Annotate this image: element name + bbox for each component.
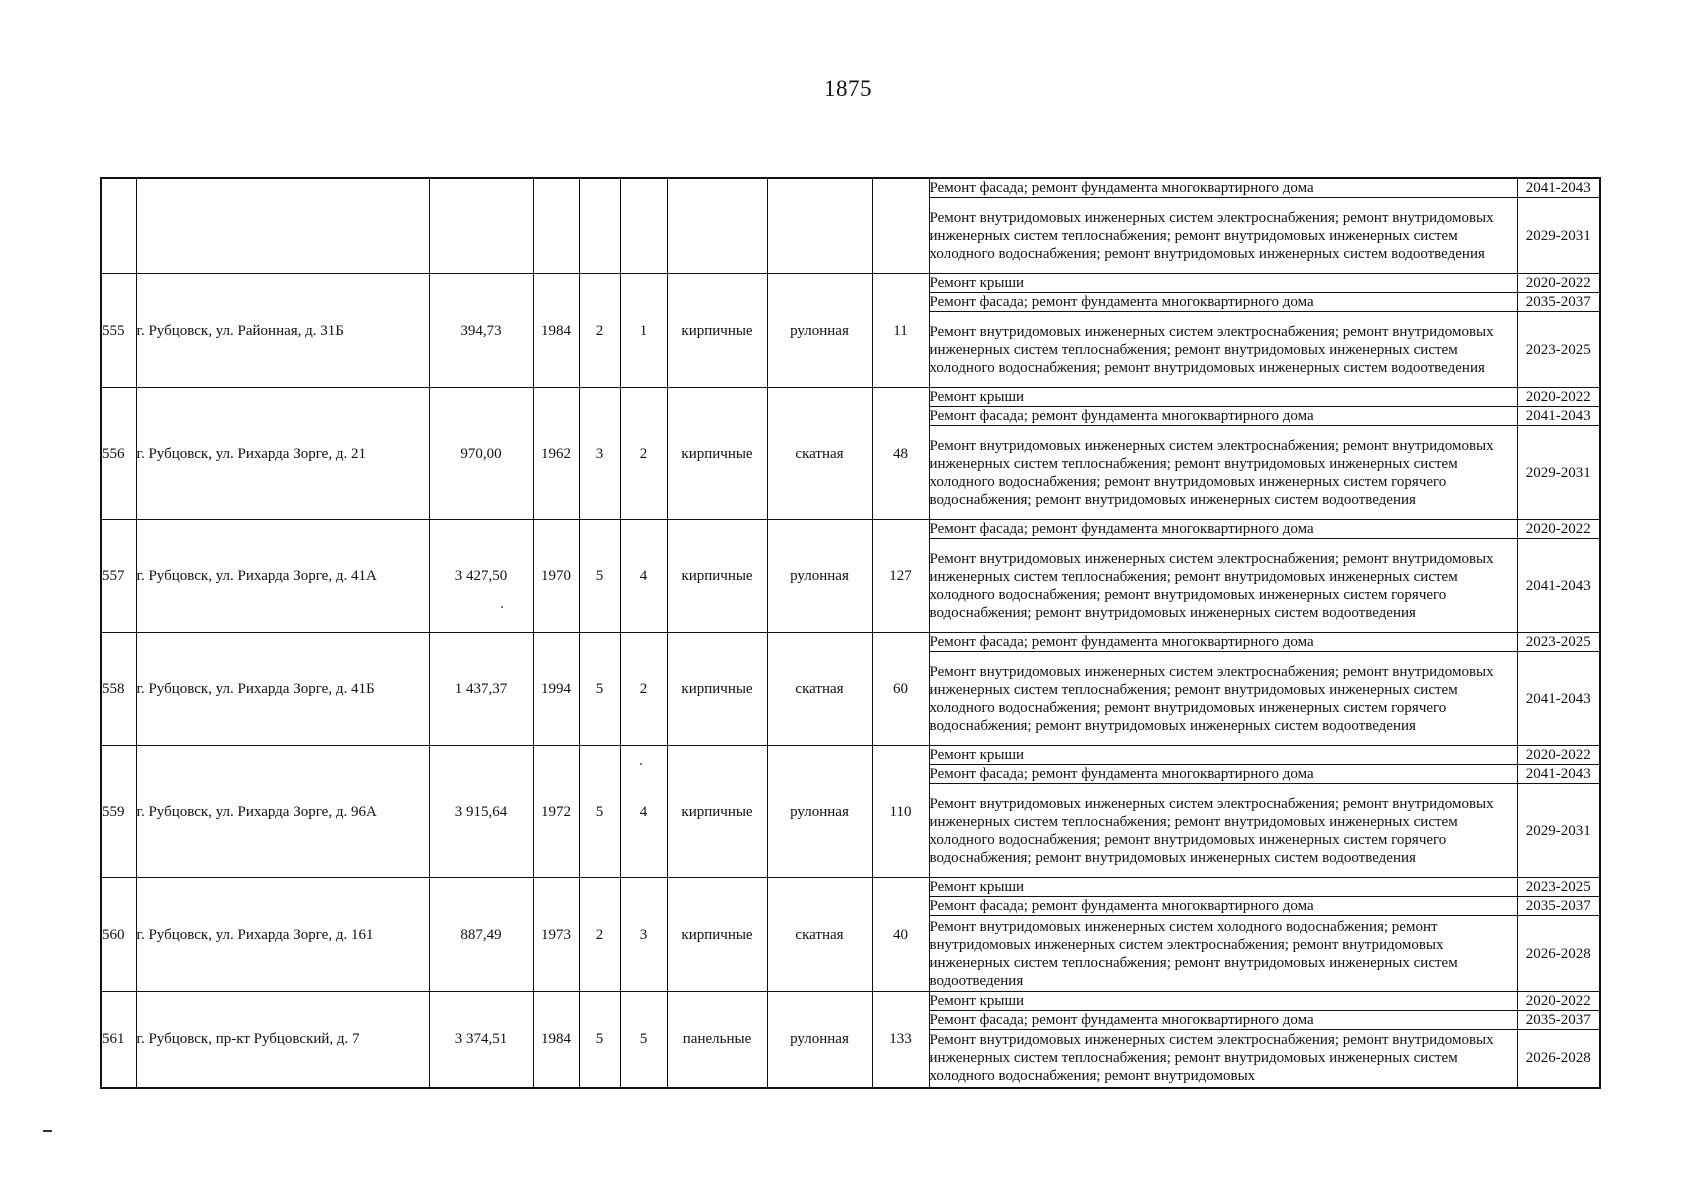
- total-area-cell: 1 437,37: [429, 633, 533, 746]
- apartments-count-cell: 40: [872, 878, 929, 992]
- work-period-cell: 2026-2028: [1517, 1030, 1600, 1088]
- address-cell: г. Рубцовск, ул. Рихарда Зорге, д. 21: [136, 388, 429, 520]
- work-period-cell: 2023-2025: [1517, 312, 1600, 388]
- work-period-cell: 2020-2022: [1517, 274, 1600, 293]
- address-cell: г. Рубцовск, ул. Рихарда Зорге, д. 96А: [136, 746, 429, 878]
- work-period-cell: 2041-2043: [1517, 652, 1600, 746]
- row-number-cell: 558: [101, 633, 136, 746]
- floors-count-cell: 2: [579, 274, 620, 388]
- work-period-cell: 2035-2037: [1517, 897, 1600, 916]
- address-cell: [136, 178, 429, 274]
- work-description-cell: Ремонт крыши: [929, 878, 1517, 897]
- work-description-cell: Ремонт фасада; ремонт фундамента многоквартирного дома: [929, 520, 1517, 539]
- work-description-cell: Ремонт внутридомовых инженерных систем холодного водоснабжения; ремонт внутридомовых инженерных систем электроснабжения; ремонт внутридомовых инженерных систем теплоснабжения; ремонт внутридомовых инженерных систем водоотведения: [929, 916, 1517, 992]
- build-year-cell: 1994: [533, 633, 579, 746]
- address-cell: г. Рубцовск, ул. Рихарда Зорге, д. 161: [136, 878, 429, 992]
- floors-count-cell: 5: [579, 520, 620, 633]
- total-area-cell: 887,49: [429, 878, 533, 992]
- work-description-cell: Ремонт фасада; ремонт фундамента многоквартирного дома: [929, 765, 1517, 784]
- build-year-cell: 1970: [533, 520, 579, 633]
- table-row: [101, 274, 1600, 293]
- work-period-cell: 2029-2031: [1517, 784, 1600, 878]
- work-period-cell: 2041-2043: [1517, 765, 1600, 784]
- build-year-cell: [533, 178, 579, 274]
- build-year-cell: 1962: [533, 388, 579, 520]
- work-description-cell: Ремонт внутридомовых инженерных систем электроснабжения; ремонт внутридомовых инженерных систем теплоснабжения; ремонт внутридомовых инженерных систем холодного водоснабжения; ремонт внутридомовых инженерных систем водоотведения: [929, 312, 1517, 388]
- apartments-count-cell: 110: [872, 746, 929, 878]
- total-area-cell: 970,00: [429, 388, 533, 520]
- wall-material-cell: кирпичные: [667, 274, 767, 388]
- work-period-cell: 2041-2043: [1517, 539, 1600, 633]
- roof-type-cell: рулонная: [767, 520, 872, 633]
- apartments-count-cell: [872, 178, 929, 274]
- work-period-cell: 2035-2037: [1517, 293, 1600, 312]
- row-number-cell: 561: [101, 992, 136, 1088]
- page-number: 1875: [824, 76, 872, 101]
- work-description-cell: Ремонт внутридомовых инженерных систем электроснабжения; ремонт внутридомовых инженерных систем теплоснабжения; ремонт внутридомовых инженерных систем холодного водоснабжения; ремонт внутридомовых инженерных систем горячего водоснабжения; ремонт внутридомовых инженерных систем водоотведения: [929, 784, 1517, 878]
- buildings-table: [100, 177, 1601, 1089]
- roof-type-cell: скатная: [767, 633, 872, 746]
- work-description-cell: Ремонт фасада; ремонт фундамента многоквартирного дома: [929, 407, 1517, 426]
- table-row: [101, 520, 1600, 539]
- build-year-cell: 1972: [533, 746, 579, 878]
- table-row: [101, 746, 1600, 765]
- work-description-cell: Ремонт фасада; ремонт фундамента многоквартирного дома: [929, 293, 1517, 312]
- address-cell: г. Рубцовск, ул. Районная, д. 31Б: [136, 274, 429, 388]
- row-number-cell: 560: [101, 878, 136, 992]
- entrances-count-cell: 2: [620, 633, 667, 746]
- entrances-count-cell: 3: [620, 878, 667, 992]
- apartments-count-cell: 133: [872, 992, 929, 1088]
- work-period-cell: 2020-2022: [1517, 520, 1600, 539]
- floors-count-cell: 5: [579, 992, 620, 1088]
- roof-type-cell: рулонная: [767, 274, 872, 388]
- work-period-cell: 2035-2037: [1517, 1011, 1600, 1030]
- work-period-cell: 2020-2022: [1517, 388, 1600, 407]
- build-year-cell: 1984: [533, 992, 579, 1088]
- row-number-cell: [101, 178, 136, 274]
- scan-speck: [501, 606, 503, 608]
- table-row: [101, 633, 1600, 652]
- wall-material-cell: кирпичные: [667, 388, 767, 520]
- work-description-cell: Ремонт крыши: [929, 274, 1517, 293]
- work-description-cell: Ремонт фасада; ремонт фундамента многоквартирного дома: [929, 178, 1517, 198]
- roof-type-cell: скатная: [767, 388, 872, 520]
- roof-type-cell: рулонная: [767, 746, 872, 878]
- table-row: [101, 178, 1600, 198]
- work-period-cell: 2041-2043: [1517, 178, 1600, 198]
- table-row: [101, 878, 1600, 897]
- work-period-cell: 2029-2031: [1517, 426, 1600, 520]
- wall-material-cell: кирпичные: [667, 878, 767, 992]
- wall-material-cell: кирпичные: [667, 746, 767, 878]
- work-period-cell: 2023-2025: [1517, 878, 1600, 897]
- floors-count-cell: [579, 178, 620, 274]
- entrances-count-cell: 4: [620, 520, 667, 633]
- entrances-count-cell: 4: [620, 746, 667, 878]
- apartments-count-cell: 11: [872, 274, 929, 388]
- total-area-cell: 394,73: [429, 274, 533, 388]
- total-area-cell: 3 915,64: [429, 746, 533, 878]
- apartments-count-cell: 48: [872, 388, 929, 520]
- table-row: [101, 388, 1600, 407]
- work-description-cell: Ремонт внутридомовых инженерных систем электроснабжения; ремонт внутридомовых инженерных систем теплоснабжения; ремонт внутридомовых инженерных систем холодного водоснабжения; ремонт внутридомовых инженерных систем водоотведения: [929, 198, 1517, 274]
- scan-mark: [43, 1130, 52, 1132]
- address-cell: г. Рубцовск, ул. Рихарда Зорге, д. 41А: [136, 520, 429, 633]
- wall-material-cell: кирпичные: [667, 520, 767, 633]
- build-year-cell: 1984: [533, 274, 579, 388]
- row-number-cell: 555: [101, 274, 136, 388]
- work-period-cell: 2020-2022: [1517, 992, 1600, 1011]
- address-cell: г. Рубцовск, пр-кт Рубцовский, д. 7: [136, 992, 429, 1088]
- work-description-cell: Ремонт внутридомовых инженерных систем электроснабжения; ремонт внутридомовых инженерных систем теплоснабжения; ремонт внутридомовых инженерных систем холодного водоснабжения; ремонт внутридомовых инженерных систем горячего водоснабжения; ремонт внутридомовых инженерных систем водоотведения: [929, 539, 1517, 633]
- work-description-cell: Ремонт фасада; ремонт фундамента многоквартирного дома: [929, 633, 1517, 652]
- work-description-cell: Ремонт фасада; ремонт фундамента многоквартирного дома: [929, 1011, 1517, 1030]
- entrances-count-cell: 1: [620, 274, 667, 388]
- row-number-cell: 556: [101, 388, 136, 520]
- scan-speck: [640, 763, 642, 765]
- entrances-count-cell: 5: [620, 992, 667, 1088]
- work-period-cell: 2029-2031: [1517, 198, 1600, 274]
- build-year-cell: 1973: [533, 878, 579, 992]
- work-description-cell: Ремонт внутридомовых инженерных систем электроснабжения; ремонт внутридомовых инженерных систем теплоснабжения; ремонт внутридомовых инженерных систем холодного водоснабжения; ремонт внутридомовых: [929, 1030, 1517, 1088]
- table-row: [101, 992, 1600, 1011]
- apartments-count-cell: 60: [872, 633, 929, 746]
- work-description-cell: Ремонт крыши: [929, 388, 1517, 407]
- work-description-cell: Ремонт внутридомовых инженерных систем электроснабжения; ремонт внутридомовых инженерных систем теплоснабжения; ремонт внутридомовых инженерных систем холодного водоснабжения; ремонт внутридомовых инженерных систем горячего водоснабжения; ремонт внутридомовых инженерных систем водоотведения: [929, 426, 1517, 520]
- total-area-cell: 3 427,50: [429, 520, 533, 633]
- roof-type-cell: скатная: [767, 878, 872, 992]
- row-number-cell: 557: [101, 520, 136, 633]
- work-period-cell: 2020-2022: [1517, 746, 1600, 765]
- entrances-count-cell: [620, 178, 667, 274]
- wall-material-cell: [667, 178, 767, 274]
- work-period-cell: 2026-2028: [1517, 916, 1600, 992]
- floors-count-cell: 3: [579, 388, 620, 520]
- work-description-cell: Ремонт внутридомовых инженерных систем электроснабжения; ремонт внутридомовых инженерных систем теплоснабжения; ремонт внутридомовых инженерных систем холодного водоснабжения; ремонт внутридомовых инженерных систем горячего водоснабжения; ремонт внутридомовых инженерных систем водоотведения: [929, 652, 1517, 746]
- roof-type-cell: рулонная: [767, 992, 872, 1088]
- row-number-cell: 559: [101, 746, 136, 878]
- roof-type-cell: [767, 178, 872, 274]
- work-description-cell: Ремонт крыши: [929, 746, 1517, 765]
- total-area-cell: 3 374,51: [429, 992, 533, 1088]
- entrances-count-cell: 2: [620, 388, 667, 520]
- floors-count-cell: 5: [579, 746, 620, 878]
- floors-count-cell: 5: [579, 633, 620, 746]
- address-cell: г. Рубцовск, ул. Рихарда Зорге, д. 41Б: [136, 633, 429, 746]
- work-description-cell: Ремонт фасада; ремонт фундамента многоквартирного дома: [929, 897, 1517, 916]
- work-description-cell: Ремонт крыши: [929, 992, 1517, 1011]
- work-period-cell: 2041-2043: [1517, 407, 1600, 426]
- wall-material-cell: панельные: [667, 992, 767, 1088]
- apartments-count-cell: 127: [872, 520, 929, 633]
- total-area-cell: [429, 178, 533, 274]
- work-period-cell: 2023-2025: [1517, 633, 1600, 652]
- wall-material-cell: кирпичные: [667, 633, 767, 746]
- floors-count-cell: 2: [579, 878, 620, 992]
